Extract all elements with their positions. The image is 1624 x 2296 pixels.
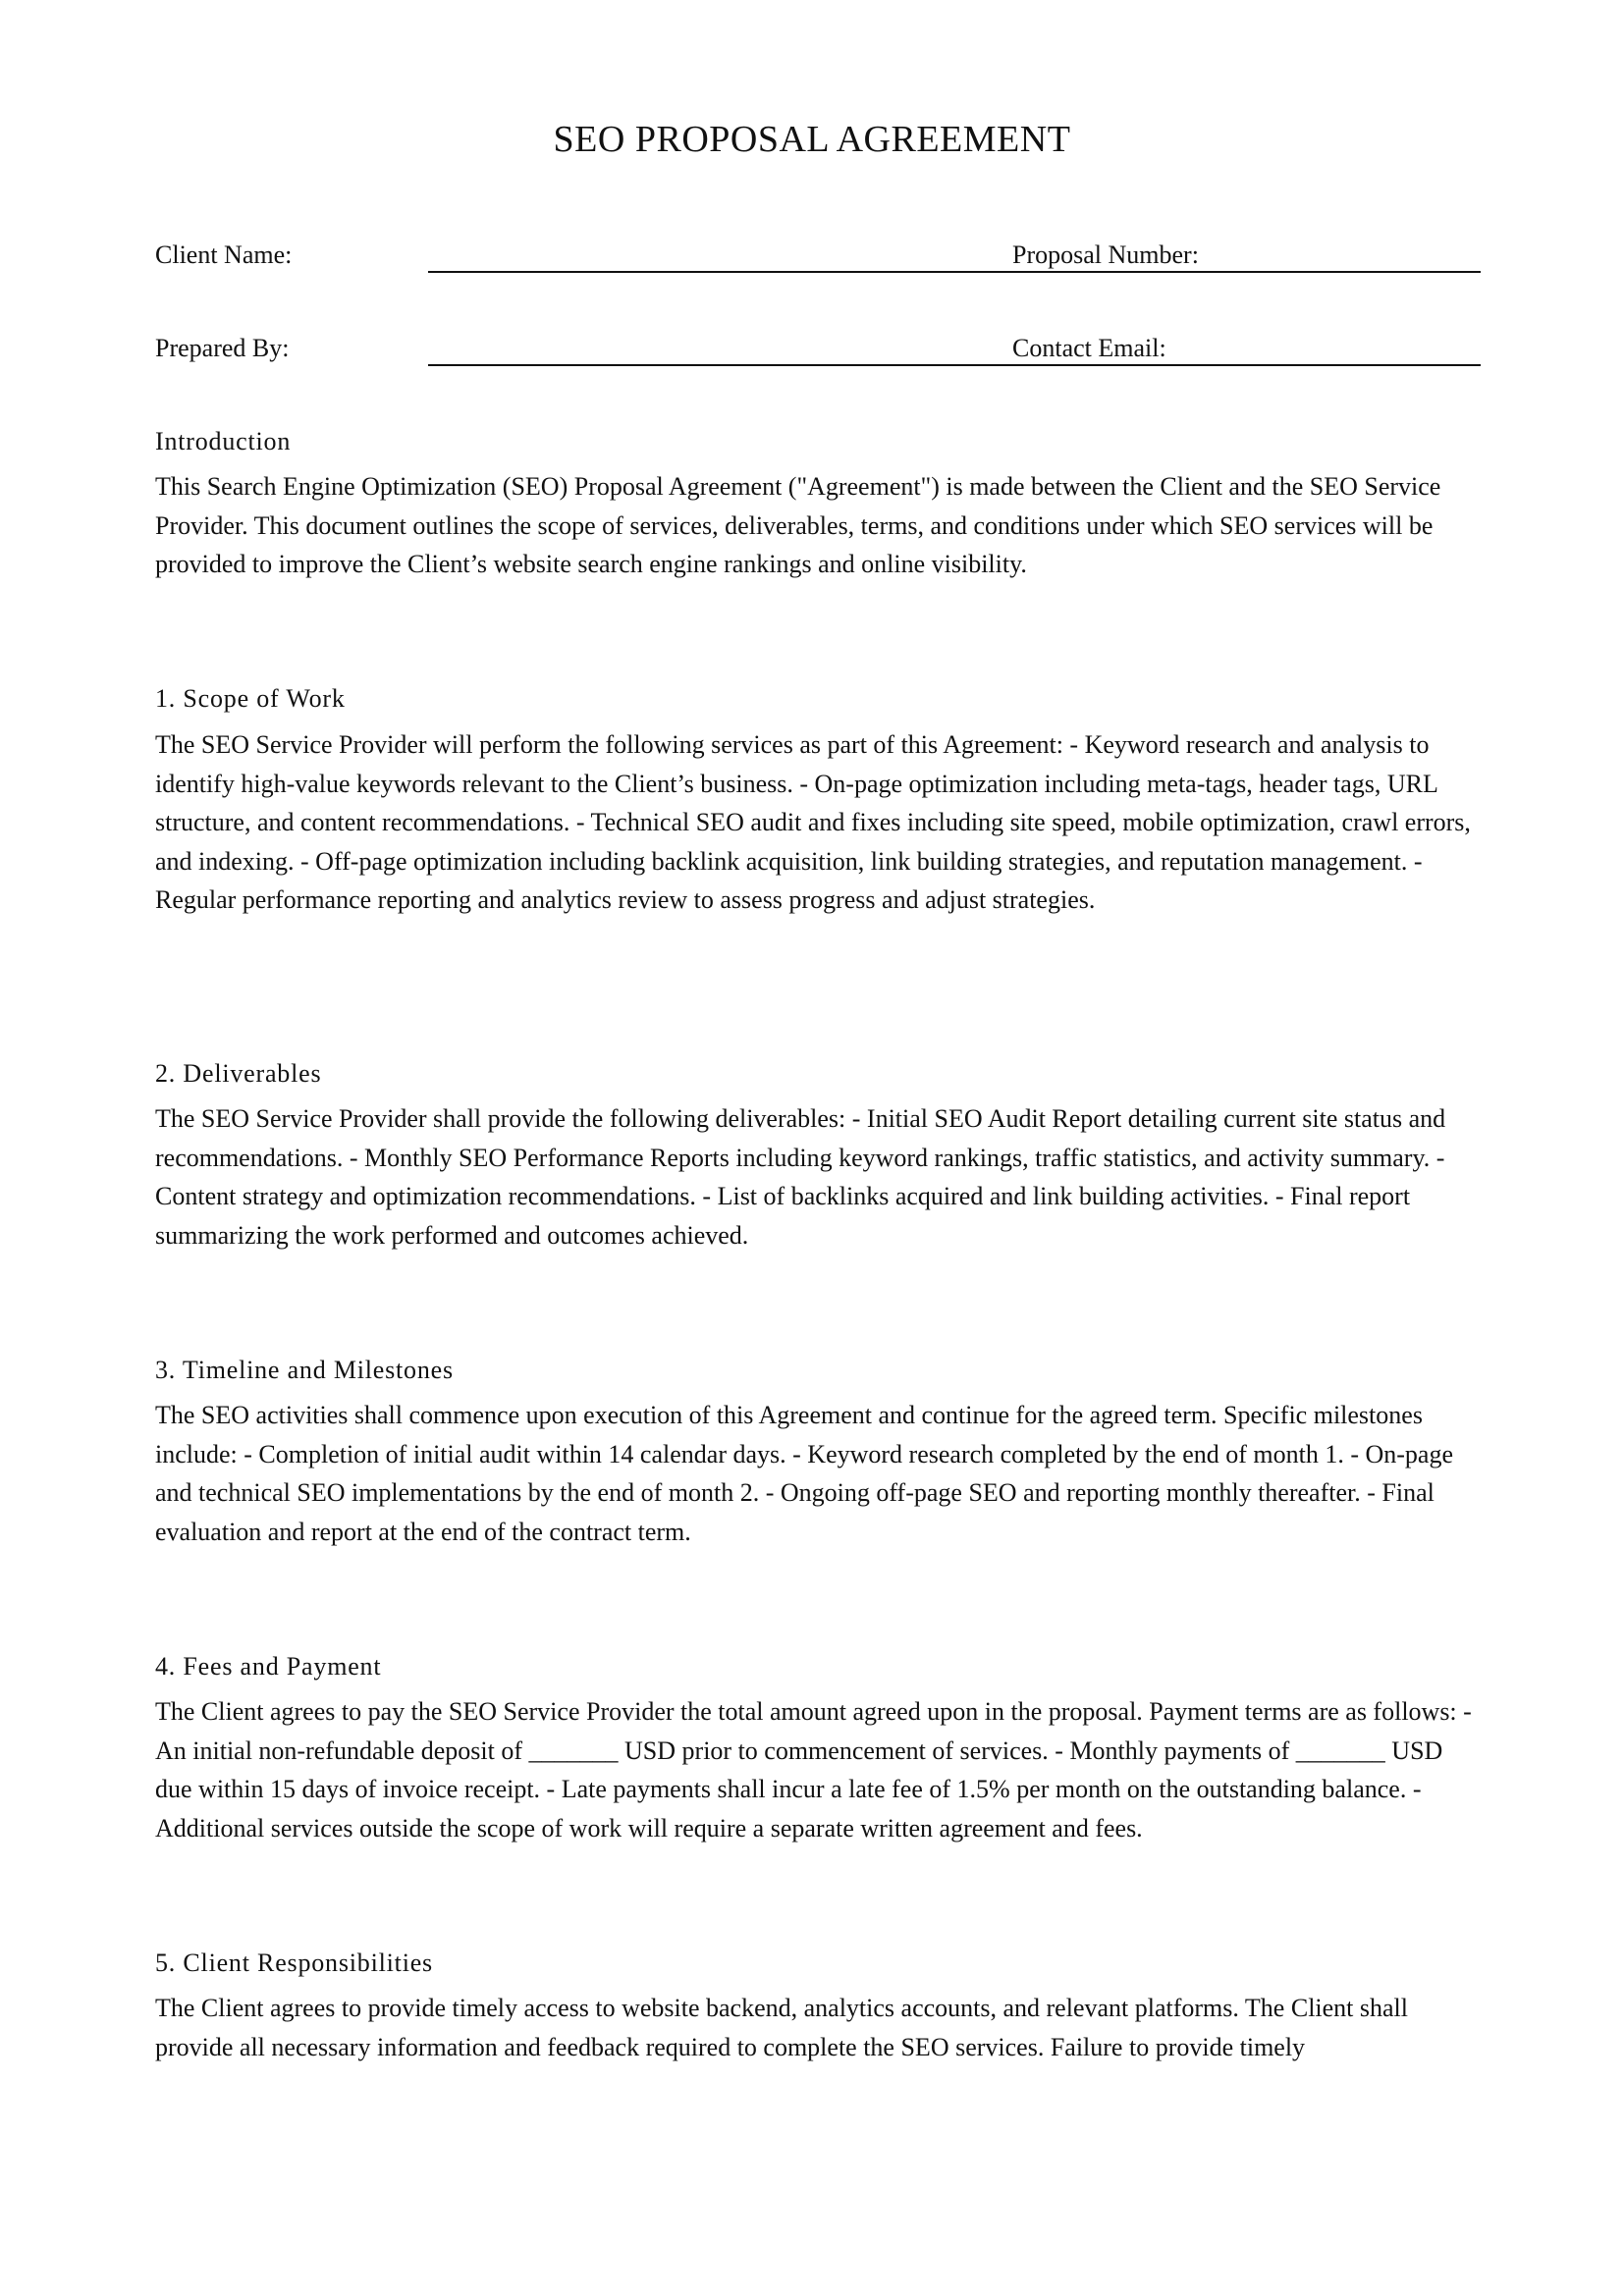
client-name-line	[428, 271, 1481, 273]
section-heading-introduction: Introduction	[155, 427, 292, 455]
prepared-by-label: Prepared By:	[155, 334, 290, 362]
section-body-client-responsibilities: The Client agrees to provide timely access to website backend, analytics accounts, and relevant platforms. The Client shall provide all necessary information and feedback required to complete the SEO services. Failure to provide timely	[155, 1994, 1409, 2061]
document-title: SEO PROPOSAL AGREEMENT	[553, 119, 1071, 160]
section-heading-client-responsibilities: 5. Client Responsibilities	[155, 1949, 433, 1977]
section-body-timeline: The SEO activities shall commence upon execution of this Agreement and continue for the agreed term. Specific milestones include: - Completion of initial audit within 14 calendar days. - Keyword research completed by the end of month 1. - On-page and technical SEO implementations by the end of month 2. - Ongoing off-page SEO and reporting monthly thereafter. - Final evaluation and report at the end of the contract term.	[155, 1401, 1454, 1546]
client-name-label: Client Name:	[155, 240, 293, 269]
proposal-number-label: Proposal Number:	[1012, 240, 1199, 269]
contact-email-label: Contact Email:	[1012, 334, 1166, 362]
section-body-introduction: This Search Engine Optimization (SEO) Proposal Agreement ("Agreement") is made between the Client and the SEO Service Provider. This document outlines the scope of services, deliverables, terms, and conditions under which SEO services will be provided to improve the Client’s website search engine rankings and online visibility.	[155, 472, 1441, 578]
section-body-deliverables: The SEO Service Provider shall provide the following deliverables: - Initial SEO Audit Report detailing current site status and recommendations. - Monthly SEO Performance Reports including keyword rankings, traffic statistics, and activity summary. - Content strategy and optimization recommendations. - List of backlinks acquired and link building activities. - Final report summarizing the work performed and outcomes achieved.	[155, 1104, 1446, 1250]
section-body-fees-and-payment: The Client agrees to pay the SEO Service Provider the total amount agreed upon in the proposal. Payment terms are as follows: - An initial non-refundable deposit of _______ USD prior to commencement of services. - Monthly payments of _______ USD due within 15 days of invoice receipt. - Late payments shall incur a late fee of 1.5% per month on the outstanding balance. - Additional services outside the scope of work will require a separate written agreement and fees.	[155, 1697, 1472, 1842]
section-heading-fees-and-payment: 4. Fees and Payment	[155, 1652, 382, 1681]
section-heading-deliverables: 2. Deliverables	[155, 1059, 322, 1088]
prepared-by-line	[428, 364, 1481, 366]
section-heading-timeline: 3. Timeline and Milestones	[155, 1356, 454, 1384]
section-body-scope-of-work: The SEO Service Provider will perform the following services as part of this Agreement: - Keyword research and analysis to identify high-value keywords relevant to the Client’s business. - On-page optimization including meta-tags, header tags, URL structure, and content recommendations. - Technical SEO audit and fixes including site speed, mobile optimization, crawl errors, and indexing. - Off-page optimization including backlink acquisition, link building strategies, and reputation management. - Regular performance reporting and analytics review to assess progress and adjust strategies.	[155, 730, 1471, 914]
section-heading-scope-of-work: 1. Scope of Work	[155, 684, 346, 713]
